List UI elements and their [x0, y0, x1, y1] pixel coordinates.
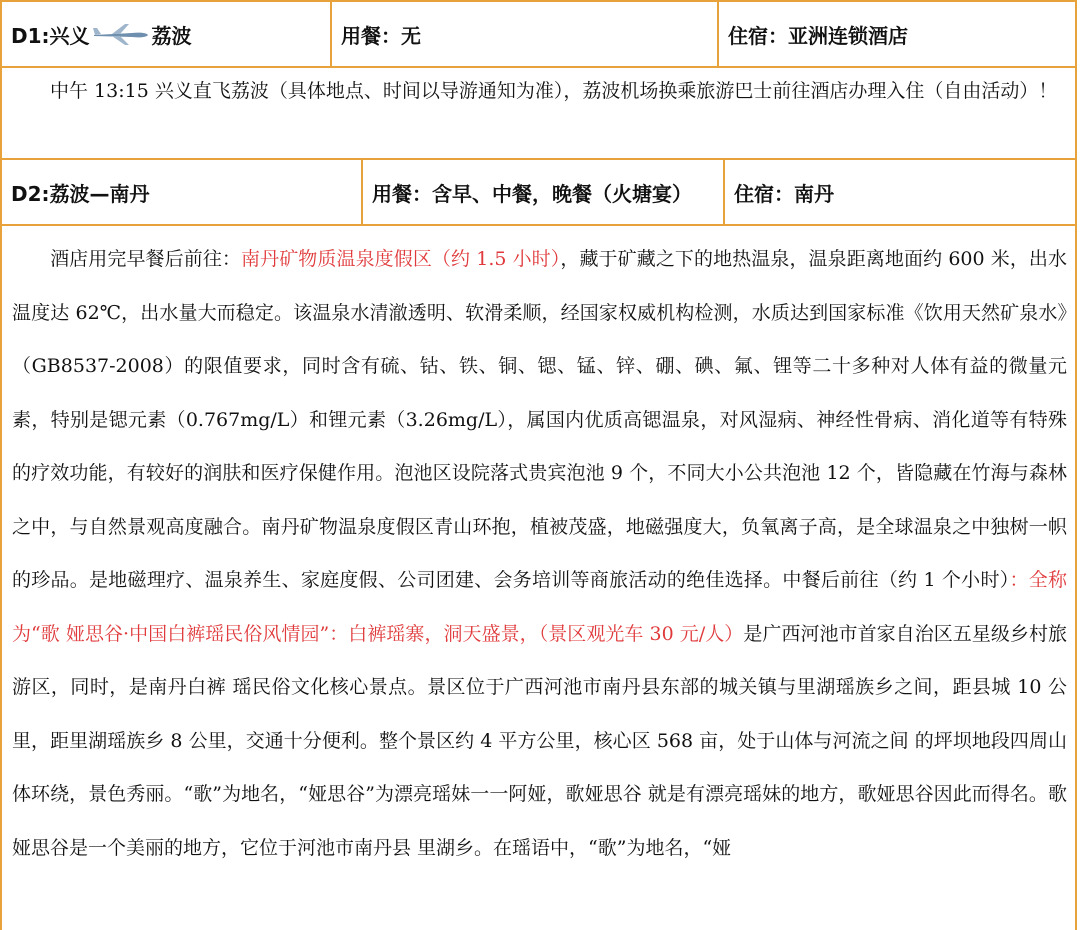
day1-description-row [0, 68, 1077, 160]
day2-meals: 用餐：含早、中餐，晚餐（火塘宴） [361, 160, 723, 224]
day2-description-row [0, 226, 1077, 930]
day1-meals: 用餐：无 [330, 2, 717, 66]
day2-title: D2:荔波—南丹 [11, 181, 150, 206]
day1-title-start: D1:兴义 [11, 23, 90, 48]
day1-header-row [0, 0, 1077, 68]
day1-description [2, 68, 1075, 160]
day2-description [2, 226, 1075, 930]
day2-text-part3: 是广西河池市首家自治区五星级乡村旅游区，同时，是南丹白裤 瑶民俗文化核心景点。景区位于广西河池市南丹县东部的城关镇与里湖瑶族乡之间，距县城 10 公里，距里湖瑶族乡 8 公里，交通十分便利。整个景区约 4 平方公里，核心区 568 亩，处于山体与河流之间 的坪坝地段四周山体环绕，景色秀丽。“歌”为地名，“娅思谷”为漂亮瑶妹一一阿娅，歌娅思谷 就是有漂亮瑶妹的地方，歌娅思谷因此而得名。歌娅思谷是一个美丽的地方，它位于河池市南丹县 里湖乡。在瑶语中，“歌”为地名，“娅 [12, 622, 1067, 859]
day1-title-end: 荔波 [151, 23, 192, 48]
day1-lodging: 住宿：亚洲连锁酒店 [717, 2, 1075, 66]
day2-text-part2: ，藏于矿藏之下的地热温泉，温泉距离地面约 600 米，出水温度达 62℃，出水量大而稳定。该温泉水清澈透明、软滑柔顺，经国家权威机构检测，水质达到国家标准《饮用天然矿泉水》（GB8537-2008）的限值要求，同时含有硫、钴、铁、铜、锶、锰、锌、硼、碘、氟、锂等二十多种对人体有益的微量元素，特别是锶元素（0.767mg/L）和锂元素（3.26mg/L），属国内优质高锶温泉，对风湿病、神经性骨病、消化道等有特殊的疗效功能，有较好的润肤和医疗保健作用。泡池区设院落式贵宾泡池 9 个，不同大小公共泡池 12 个，皆隐藏在竹海与森林之中，与自然景观高度融合。南丹矿物温泉度假区青山环抱，植被茂盛，地磁强度大，负氧离子高，是全球温泉之中独树一帜的珍品。是地磁理疗、温泉养生、家庭度假、公司团建、会务培训等商旅活动的绝佳选择。中餐后前往（约 1 个小时） [12, 248, 1067, 591]
day2-highlight-hot-spring: 南丹矿物质温泉度假区（约 1.5 小时） [241, 248, 561, 270]
day2-text-part1: 酒店用完早餐后前往： [50, 248, 242, 270]
day2-header-row [0, 158, 1077, 226]
day2-highlight-geyasigu: ：全称为“歌 娅思谷·中国白裤瑶民俗风情园”：白裤瑶寨，洞天盛景，（景区观光车 30 元/人） [12, 569, 1067, 645]
day1-title [2, 2, 330, 66]
day2-lodging: 住宿：南丹 [723, 160, 1075, 224]
airplane-icon [92, 22, 150, 46]
day1-description-text: 中午 13:15 兴义直飞荔波（具体地点、时间以导游通知为准），荔波机场换乘旅游巴士前往酒店办理入住（自由活动）！ [50, 80, 1058, 102]
